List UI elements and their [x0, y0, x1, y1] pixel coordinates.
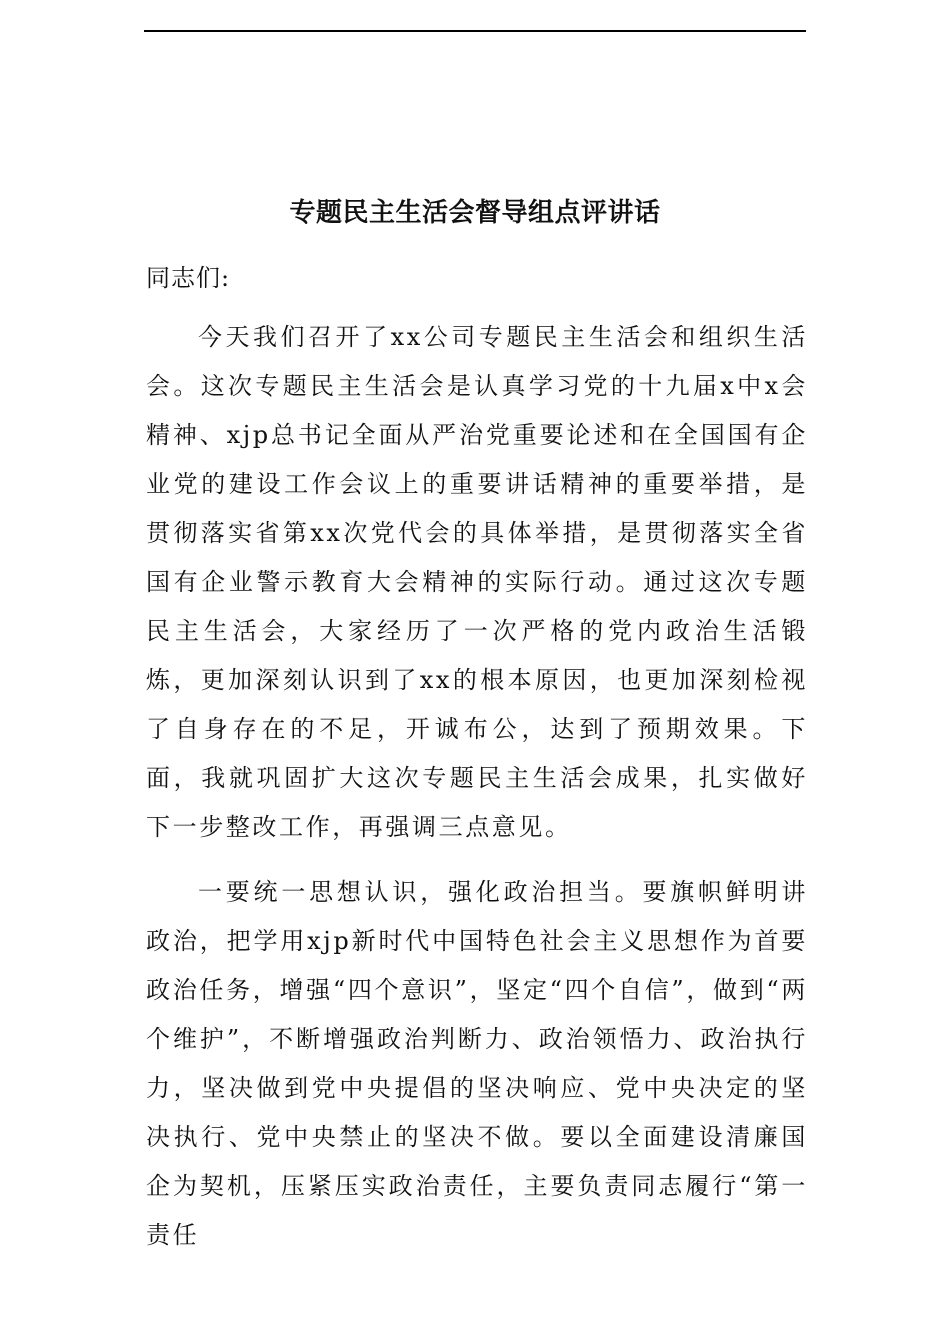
document-title: 专题民主生活会督导组点评讲话 — [289, 198, 661, 228]
paragraph-2: 一要统一思想认识，强化政治担当。要旗帜鲜明讲政治，把学用xjp新时代中国特色社会主义思想作为首要政治任务，增强“四个意识”，坚定“四个自信”，做到“两个维护”，不断增强政治判断力、政治领悟力、政治执行力，坚决做到党中央提倡的坚决响应、党中央决定的坚决执行、党中央禁止的坚决不做。要以全面建设清廉国企为契机，压紧压实政治责任，主要负责同志履行“第一责任 — [146, 878, 808, 1249]
paragraph-1: 今天我们召开了xx公司专题民主生活会和组织生活会。这次专题民主生活会是认真学习党的十九届x中x会精神、xjp总书记全面从严治党重要论述和在全国国有企业党的建设工作会议上的重要讲话精神的重要举措，是贯彻落实省第xx次党代会的具体举措，是贯彻落实全省国有企业警示教育大会精神的实际行动。通过这次专题民主生活会，大家经历了一次严格的党内政治生活锻炼，更加深刻认识到了xx的根本原因，也更加深刻检视了自身存在的不足，开诚布公，达到了预期效果。下面，我就巩固扩大这次专题民主生活会成果，扎实做好下一步整改工作，再强调三点意见。 — [146, 323, 808, 841]
header-rule — [144, 30, 806, 32]
salutation: 同志们: — [146, 264, 231, 292]
